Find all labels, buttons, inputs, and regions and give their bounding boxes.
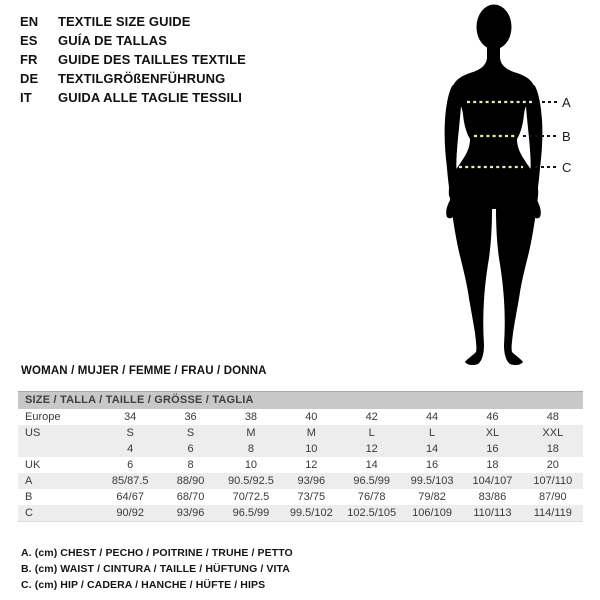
size-cell: 99.5/102 <box>289 507 333 519</box>
size-cell: 20 <box>546 459 559 471</box>
table-row <box>18 489 583 505</box>
row-label <box>18 441 100 457</box>
size-cell: 93/96 <box>297 475 326 487</box>
language-code: EN <box>20 14 39 29</box>
language-label: TEXTILGRÖßENFÜHRUNG <box>58 71 226 86</box>
row-label: US <box>25 427 41 439</box>
table-row <box>18 409 583 425</box>
size-table <box>18 391 583 522</box>
size-cell: 76/78 <box>357 491 386 503</box>
size-cell: 83/86 <box>478 491 507 503</box>
legend-line: C. (cm) HIP / CADERA / HANCHE / HÜFTE / HIPS <box>21 579 266 591</box>
size-cell: 70/72.5 <box>232 491 270 503</box>
size-cell: L <box>429 427 436 439</box>
size-cell: 12 <box>305 459 318 471</box>
size-cell: 99.5/103 <box>410 475 454 487</box>
language-row <box>20 69 246 88</box>
size-cell: 48 <box>546 411 559 423</box>
size-cell: 12 <box>365 443 378 455</box>
size-cell: 90/92 <box>116 507 144 519</box>
size-cell: 107/110 <box>533 475 573 487</box>
language-list <box>20 12 246 107</box>
language-row <box>20 50 246 69</box>
size-cell: 14 <box>365 459 378 471</box>
row-label: B <box>25 491 33 503</box>
size-cell: 10 <box>244 459 258 471</box>
size-cell: 93/96 <box>176 507 205 519</box>
language-code: FR <box>20 52 38 67</box>
size-cell: S <box>186 427 195 439</box>
size-cell: 102.5/105 <box>347 507 397 519</box>
size-table-rows <box>18 409 583 521</box>
size-cell: 18 <box>486 459 499 471</box>
size-cell: 6 <box>127 459 134 471</box>
language-code: IT <box>20 90 32 105</box>
size-cell: 6 <box>187 443 194 455</box>
measure-label-b: B <box>562 129 571 144</box>
size-cell: 104/107 <box>472 475 513 487</box>
language-row <box>20 12 246 31</box>
legend-line: B. (cm) WAIST / CINTURA / TAILLE / HÜFTUNG / VITA <box>21 563 290 575</box>
language-row <box>20 88 246 107</box>
measurement-legend <box>21 545 293 593</box>
measure-label-a: A <box>562 95 571 110</box>
table-row <box>18 505 583 521</box>
size-cell: 34 <box>124 411 137 423</box>
size-cell: 64/67 <box>116 491 144 503</box>
row-label: C <box>25 507 33 519</box>
table-row <box>18 441 583 457</box>
size-cell: M <box>246 427 256 439</box>
legend-line: A. (cm) CHEST / PECHO / POITRINE / TRUHE / PETTO <box>21 547 293 559</box>
row-label: Europe <box>25 411 61 423</box>
language-code: ES <box>20 33 38 48</box>
size-cell: 16 <box>425 459 439 471</box>
row-label: A <box>25 475 33 487</box>
size-cell: 79/82 <box>418 491 446 503</box>
measure-label-c: C <box>562 160 572 175</box>
size-table-header: SIZE / TALLA / TAILLE / GRÖSSE / TAGLIA <box>18 391 583 409</box>
size-cell: M <box>306 427 316 439</box>
table-row <box>18 425 583 441</box>
size-cell: 106/109 <box>412 507 452 519</box>
table-row <box>18 473 583 489</box>
woman-silhouette-svg <box>400 0 600 370</box>
size-cell: 96.5/99 <box>353 475 391 487</box>
size-cell: 16 <box>486 443 499 455</box>
language-code: DE <box>20 71 39 86</box>
size-cell: 85/87.5 <box>111 475 149 487</box>
size-cell: 8 <box>187 459 194 471</box>
size-cell: L <box>368 427 375 439</box>
woman-silhouette <box>445 5 543 366</box>
language-label: GUIDE DES TAILLES TEXTILE <box>58 52 246 67</box>
size-cell: 68/70 <box>176 491 205 503</box>
size-cell: 36 <box>184 411 197 423</box>
size-cell: 73/75 <box>297 491 326 503</box>
row-label: UK <box>25 459 41 471</box>
size-cell: XXL <box>542 427 564 439</box>
size-cell: 14 <box>425 443 439 455</box>
size-cell: 18 <box>546 443 559 455</box>
section-title: WOMAN / MUJER / FEMME / FRAU / DONNA <box>21 365 267 377</box>
size-cell: 88/90 <box>176 475 205 487</box>
size-cell: 42 <box>365 411 378 423</box>
language-label: GUIDA ALLE TAGLIE TESSILI <box>58 90 243 105</box>
language-label: GUÍA DE TALLAS <box>58 33 168 48</box>
size-cell: 110/113 <box>473 507 512 519</box>
size-cell: 90.5/92.5 <box>228 475 274 487</box>
size-cell: 87/90 <box>539 491 567 503</box>
size-cell: 40 <box>305 411 318 423</box>
size-cell: S <box>126 427 134 439</box>
language-label: TEXTILE SIZE GUIDE <box>58 14 191 29</box>
table-row <box>18 457 583 473</box>
size-cell: 4 <box>127 443 134 455</box>
size-cell: 8 <box>247 443 254 455</box>
size-cell: 46 <box>486 411 499 423</box>
size-cell: 44 <box>425 411 439 423</box>
woman-figure <box>400 0 600 370</box>
size-cell: 10 <box>305 443 318 455</box>
language-row <box>20 31 246 50</box>
size-cell: 96.5/99 <box>232 507 270 519</box>
size-cell: XL <box>485 427 500 439</box>
size-cell: 114/119 <box>533 507 572 519</box>
size-cell: 38 <box>244 411 258 423</box>
